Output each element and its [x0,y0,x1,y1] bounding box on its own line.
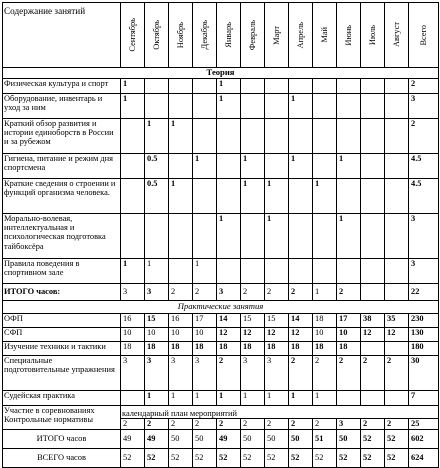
month-cell [193,119,217,154]
month-cell: 14 [289,314,313,328]
table-row [3,391,439,406]
month-cell: 18 [145,342,169,356]
month-cell [313,94,337,119]
training-plan-table [2,2,439,468]
month-cell: 2 [169,419,193,430]
month-cell: 2 [289,284,313,301]
month-cell: 2 [121,419,145,430]
month-cell [385,154,409,179]
month-cell: 1 [313,179,337,214]
month-cell [193,94,217,119]
month-cell [265,119,289,154]
month-cell [385,259,409,284]
month-cell: 3 [121,284,145,301]
month-cell [121,179,145,214]
row-total-cell: 3 [409,214,439,259]
month-cell: 3 [121,356,145,391]
month-cell [169,154,193,179]
row-total-cell: 2 [409,79,439,94]
month-cell: 49 [145,430,169,449]
month-cell [289,119,313,154]
month-cell: 1 [241,154,265,179]
row-label: ВСЕГО часов [3,449,121,468]
theory-section-header-title: Теория [3,68,439,79]
month-cell: 52 [385,430,409,449]
row-total-cell: 2 [409,119,439,154]
month-cell: 1 [217,391,241,406]
month-cell: 1 [169,179,193,214]
table-row [3,328,439,342]
calendar-plan-note: календарный план мероприятий [121,406,439,419]
month-cell [337,259,361,284]
month-cell [265,259,289,284]
table-row [3,179,439,214]
row-label: СФП [3,328,121,342]
month-cell [385,119,409,154]
month-cell [145,79,169,94]
month-cell: 35 [385,314,409,328]
month-cell: 18 [121,342,145,356]
table-body [3,68,439,468]
month-cell: 12 [289,328,313,342]
month-cell: 3 [337,419,361,430]
month-cell [241,94,265,119]
month-cell [385,179,409,214]
month-cell: 51 [313,430,337,449]
month-cell: 2 [313,419,337,430]
month-cell: 2 [385,356,409,391]
month-cell: 16 [169,314,193,328]
month-cell [121,391,145,406]
row-total-cell: 25 [409,419,439,430]
month-cell: 2 [241,284,265,301]
month-cell: 52 [265,449,289,468]
row-label: Судейская практика [3,391,121,406]
month-cell [217,154,241,179]
month-cell: 2 [169,284,193,301]
month-cell [217,259,241,284]
month-cell [313,154,337,179]
row-total-cell: 180 [409,342,439,356]
month-header: Февраль [241,3,265,68]
month-cell [385,342,409,356]
month-cell [121,154,145,179]
month-cell [241,79,265,94]
month-cell: 3 [265,356,289,391]
month-cell: 12 [217,328,241,342]
month-cell: 50 [265,430,289,449]
month-cell: 10 [169,328,193,342]
month-cell: 52 [385,449,409,468]
month-cell [289,179,313,214]
month-header: Ноябрь [169,3,193,68]
month-cell [361,214,385,259]
month-cell: 2 [289,419,313,430]
total-column-header: Всего [409,3,439,68]
month-cell: 18 [193,342,217,356]
month-cell [337,179,361,214]
month-cell [241,259,265,284]
month-cell [241,119,265,154]
month-header: Май [313,3,337,68]
row-total-cell: 602 [409,430,439,449]
month-cell: 1 [337,214,361,259]
month-cell [193,79,217,94]
month-cell: 14 [217,314,241,328]
month-cell: 52 [217,449,241,468]
month-cell: 1 [241,179,265,214]
row-total-cell: 130 [409,328,439,342]
month-cell: 1 [217,79,241,94]
month-cell: 0.5 [145,179,169,214]
month-cell [361,79,385,94]
month-cell [361,342,385,356]
month-cell: 3 [145,284,169,301]
month-cell [169,79,193,94]
month-cell: 3 [217,284,241,301]
month-cell: 2 [337,284,361,301]
table-row [3,342,439,356]
month-header: Декабрь [193,3,217,68]
month-cell: 10 [337,328,361,342]
month-cell: 52 [361,449,385,468]
month-cell: 2 [193,419,217,430]
row-label: Изучение техники и тактики [3,342,121,356]
month-cell [265,79,289,94]
month-cell [145,214,169,259]
month-cell: 2 [361,419,385,430]
month-cell: 52 [121,449,145,468]
month-cell: 2 [217,356,241,391]
month-cell: 1 [265,179,289,214]
month-cell: 2 [241,419,265,430]
month-cell [361,179,385,214]
month-cell: 1 [145,119,169,154]
month-header: Июнь [337,3,361,68]
month-cell [337,391,361,406]
month-cell: 2 [145,419,169,430]
month-cell: 2 [265,284,289,301]
month-cell [265,154,289,179]
month-header: Июль [361,3,385,68]
month-cell [385,391,409,406]
month-header: Январь [217,3,241,68]
table-row [3,356,439,391]
month-cell: 1 [193,391,217,406]
row-label: Краткие сведения о строении и функций организма человека. [3,179,121,214]
month-cell [361,284,385,301]
month-cell [289,79,313,94]
row-label: Оборудование, инвентарь и уход за ним [3,94,121,119]
month-cell: 15 [145,314,169,328]
month-cell: 52 [313,449,337,468]
month-cell: 1 [337,154,361,179]
month-cell: 52 [145,449,169,468]
month-cell: 1 [289,94,313,119]
row-total-cell: 30 [409,356,439,391]
month-cell [193,179,217,214]
month-cell: 1 [121,259,145,284]
row-label: Гигиена, питание и режим дня спортсмена [3,154,121,179]
month-cell [385,79,409,94]
month-cell: 2 [193,284,217,301]
training-plan-sheet [2,2,438,468]
month-cell [385,214,409,259]
month-cell: 3 [169,356,193,391]
month-cell: 1 [289,391,313,406]
table-row [3,259,439,284]
row-total-cell: 3 [409,259,439,284]
month-cell [169,259,193,284]
row-total-cell: 22 [409,284,439,301]
month-cell: 0.5 [145,154,169,179]
month-cell: 1 [169,119,193,154]
month-cell: 12 [265,328,289,342]
row-total-cell: 624 [409,449,439,468]
month-cell [169,94,193,119]
month-cell: 10 [313,328,337,342]
row-label: Участие в соревнованиях Контрольные нормативы [3,406,121,430]
month-cell [385,94,409,119]
month-cell: 15 [265,314,289,328]
month-header: Октябрь [145,3,169,68]
month-cell: 3 [145,356,169,391]
month-cell [313,119,337,154]
month-cell [217,119,241,154]
month-cell: 17 [193,314,217,328]
month-cell: 1 [193,154,217,179]
table-row [3,284,439,301]
row-label: ОФП [3,314,121,328]
month-cell [217,179,241,214]
month-cell: 10 [193,328,217,342]
month-cell: 1 [193,259,217,284]
month-cell: 50 [241,430,265,449]
month-cell: 18 [337,342,361,356]
month-cell: 1 [121,94,145,119]
month-cell: 18 [241,342,265,356]
month-cell: 18 [169,342,193,356]
month-cell: 17 [337,314,361,328]
month-cell [121,119,145,154]
row-total-cell: 3 [409,94,439,119]
month-cell: 49 [121,430,145,449]
practice-section-header [3,301,439,314]
month-cell [337,94,361,119]
table-row [3,214,439,259]
month-header: Март [265,3,289,68]
month-cell [289,214,313,259]
month-header: Апрель [289,3,313,68]
month-cell: 1 [217,94,241,119]
month-cell: 10 [121,328,145,342]
month-cell: 1 [121,79,145,94]
month-cell: 1 [217,214,241,259]
month-cell: 50 [337,430,361,449]
month-cell [361,119,385,154]
table-row [3,314,439,328]
month-cell: 1 [265,391,289,406]
month-cell: 52 [337,449,361,468]
header-row [3,3,439,68]
month-cell [337,119,361,154]
month-cell: 18 [289,342,313,356]
month-cell: 12 [385,328,409,342]
table-row [3,154,439,179]
month-cell: 52 [241,449,265,468]
month-cell: 52 [193,449,217,468]
month-cell: 50 [193,430,217,449]
table-row [3,430,439,449]
row-total-cell: 4.5 [409,154,439,179]
row-total-cell: 7 [409,391,439,406]
subject-column-header: Содержание занятий [3,3,121,68]
month-cell [289,259,313,284]
row-label: Краткий обзор развития и истории единоборств в России и за рубежом [3,119,121,154]
month-cell: 1 [313,284,337,301]
month-cell: 1 [169,391,193,406]
month-cell [313,259,337,284]
row-label: Правила поведения в спортивном зале [3,259,121,284]
month-cell [385,284,409,301]
month-cell: 2 [265,419,289,430]
month-cell [265,94,289,119]
month-cell: 2 [337,356,361,391]
month-cell [121,214,145,259]
month-cell: 18 [217,342,241,356]
month-cell: 3 [241,356,265,391]
month-cell: 2 [385,419,409,430]
month-cell: 52 [169,449,193,468]
month-cell [361,259,385,284]
month-header: Август [385,3,409,68]
row-label: Морально-волевая, интеллектуальная и психологическая подготовка тайбоксёра [3,214,121,259]
month-cell [145,94,169,119]
month-cell: 1 [289,154,313,179]
table-row [3,119,439,154]
month-cell: 2 [217,419,241,430]
month-cell: 12 [241,328,265,342]
month-cell: 18 [265,342,289,356]
row-label: ИТОГО часов [3,430,121,449]
month-cell: 15 [241,314,265,328]
month-cell: 50 [169,430,193,449]
month-cell: 52 [289,449,313,468]
month-cell: 1 [145,259,169,284]
month-cell: 1 [145,391,169,406]
month-cell [313,214,337,259]
month-header: Сентябрь [121,3,145,68]
month-cell: 2 [313,356,337,391]
month-cell: 38 [361,314,385,328]
month-cell [169,214,193,259]
row-label: Специальные подготовительные упражнения [3,356,121,391]
month-cell: 12 [361,328,385,342]
month-cell: 2 [289,356,313,391]
month-cell [193,214,217,259]
month-cell: 1 [241,391,265,406]
month-cell: 52 [361,430,385,449]
month-cell [337,79,361,94]
row-total-cell: 230 [409,314,439,328]
month-cell [361,94,385,119]
table-row [3,94,439,119]
month-cell [361,391,385,406]
month-cell [313,79,337,94]
month-cell: 3 [193,356,217,391]
competitions-row [3,406,439,419]
month-cell: 1 [265,214,289,259]
practice-section-header-title: Практические занятия [3,301,439,314]
month-cell: 50 [289,430,313,449]
row-total-cell: 4.5 [409,179,439,214]
month-cell: 10 [145,328,169,342]
month-cell: 2 [361,356,385,391]
month-cell [361,154,385,179]
month-cell: 16 [121,314,145,328]
theory-section-header [3,68,439,79]
month-cell: 1 [313,391,337,406]
month-cell: 18 [313,314,337,328]
table-row [3,449,439,468]
month-cell [241,214,265,259]
table-row [3,79,439,94]
month-cell: 18 [313,342,337,356]
month-cell: 49 [217,430,241,449]
row-label: Физическая культура и спорт [3,79,121,94]
row-label: ИТОГО часов: [3,284,121,301]
